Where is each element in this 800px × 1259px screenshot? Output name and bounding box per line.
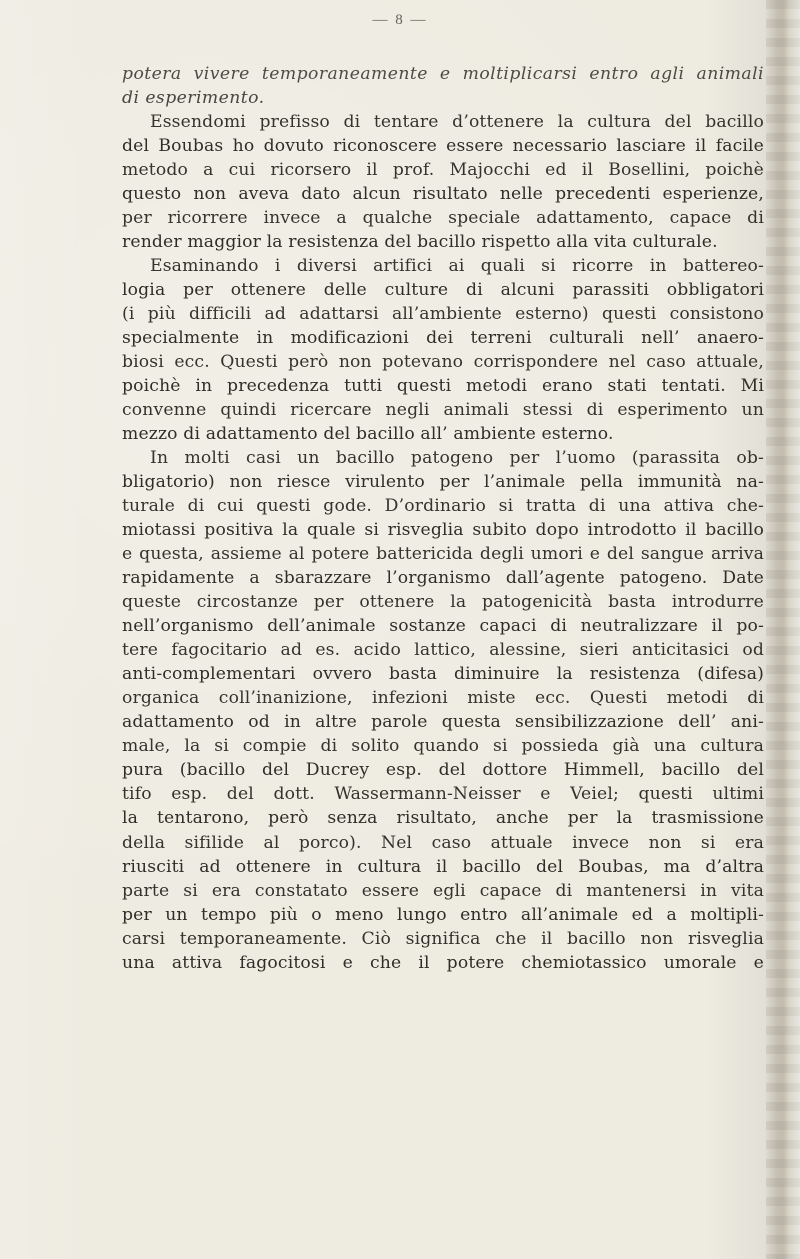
- text-line-21: e questa, assieme al potere battericida degli umori e del sangue arriva: [122, 544, 764, 565]
- text-line-7: per ricorrere invece a qualche speciale adattamento, capace di: [122, 208, 764, 229]
- text-line-30: pura (bacillo del Ducrey esp. del dottore Himmell, bacillo del: [122, 760, 764, 781]
- text-line-19: turale di cui questi gode. D’ordinario si tratta di una attiva che-: [122, 496, 764, 517]
- text-line-25: tere fagocitario ad es. acido lattico, alessine, sieri anticitasici od: [122, 640, 764, 661]
- text-line-24: nell’organismo dell’animale sostanze capaci di neutralizzare il po-: [122, 616, 764, 637]
- text-line-34: riusciti ad ottenere in cultura il bacillo del Boubas, ma d’altra: [122, 856, 764, 877]
- text-line-16: mezzo di adattamento del bacillo all’ ambiente esterno.: [122, 424, 614, 445]
- text-line-9: Esaminando i diversi artifici ai quali si ricorre in battereo-: [150, 256, 764, 277]
- text-line-1: potera vivere temporaneamente e moltiplicarsi entro agli animali: [122, 64, 764, 84]
- text-line-2: di esperimento.: [122, 88, 265, 109]
- text-line-10: logia per ottenere delle culture di alcuni parassiti obbligatori: [122, 280, 764, 301]
- text-line-15: convenne quindi ricercare negli animali stessi di esperimento un: [122, 400, 764, 421]
- text-line-31: tifo esp. del dott. Wassermann-Neisser e Veiel; questi ultimi: [122, 784, 764, 805]
- text-line-12: specialmente in modificazioni dei terreni culturali nell’ anaero-: [122, 328, 764, 349]
- text-line-36: per un tempo più o meno lungo entro all’animale ed a moltipli-: [122, 904, 764, 925]
- text-line-27: organica coll’inanizione, infezioni miste ecc. Questi metodi di: [122, 688, 764, 709]
- text-line-32: la tentarono, però senza risultato, anche per la trasmissione: [122, 808, 764, 829]
- text-line-20: miotassi positiva la quale si risveglia subito dopo introdotto il bacillo: [122, 520, 764, 541]
- text-line-11: (i più difficili ad adattarsi all’ambiente esterno) questi consistono: [122, 304, 764, 325]
- text-line-13: biosi ecc. Questi però non potevano corrispondere nel caso attuale,: [122, 352, 764, 373]
- text-line-3: Essendomi prefisso di tentare d’ottenere la cultura del bacillo: [150, 112, 764, 133]
- page-edge-shadow: [766, 0, 800, 1259]
- text-line-6: questo non aveva dato alcun risultato nelle precedenti esperienze,: [122, 184, 764, 205]
- text-line-28: adattamento od in altre parole questa sensibilizzazione dell’ ani-: [122, 712, 764, 733]
- text-line-37: carsi temporaneamente. Ciò significa che il bacillo non risveglia: [122, 928, 764, 949]
- text-line-38: una attiva fagocitosi e che il potere chemiotassico umorale e: [122, 952, 764, 973]
- text-line-18: bligatorio) non riesce virulento per l’animale pella immunità na-: [122, 472, 764, 493]
- text-line-22: rapidamente a sbarazzare l’organismo dall’agente patogeno. Date: [122, 568, 764, 589]
- text-line-29: male, la si compie di solito quando si possieda già una cultura: [122, 736, 764, 757]
- text-line-26: anti-complementari ovvero basta diminuire la resistenza (difesa): [122, 664, 764, 685]
- text-line-23: queste circostanze per ottenere la patogenicità basta introdurre: [122, 592, 764, 613]
- text-line-5: metodo a cui ricorsero il prof. Majocchi ed il Bosellini, poichè: [122, 160, 764, 181]
- text-line-35: parte si era constatato essere egli capace di mantenersi in vita: [122, 880, 764, 901]
- text-line-17: In molti casi un bacillo patogeno per l’uomo (parassita ob-: [150, 448, 764, 469]
- text-line-33: della sifilide al porco). Nel caso attuale invece non si era: [122, 832, 764, 853]
- body-text: [122, 62, 764, 975]
- text-line-4: del Boubas ho dovuto riconoscere essere necessario lasciare il facile: [122, 136, 764, 157]
- text-line-14: poichè in precedenza tutti questi metodi erano stati tentati. Mi: [122, 376, 764, 397]
- text-line-8: render maggior la resistenza del bacillo rispetto alla vita culturale.: [122, 232, 718, 253]
- page-number: — 8 —: [372, 12, 428, 28]
